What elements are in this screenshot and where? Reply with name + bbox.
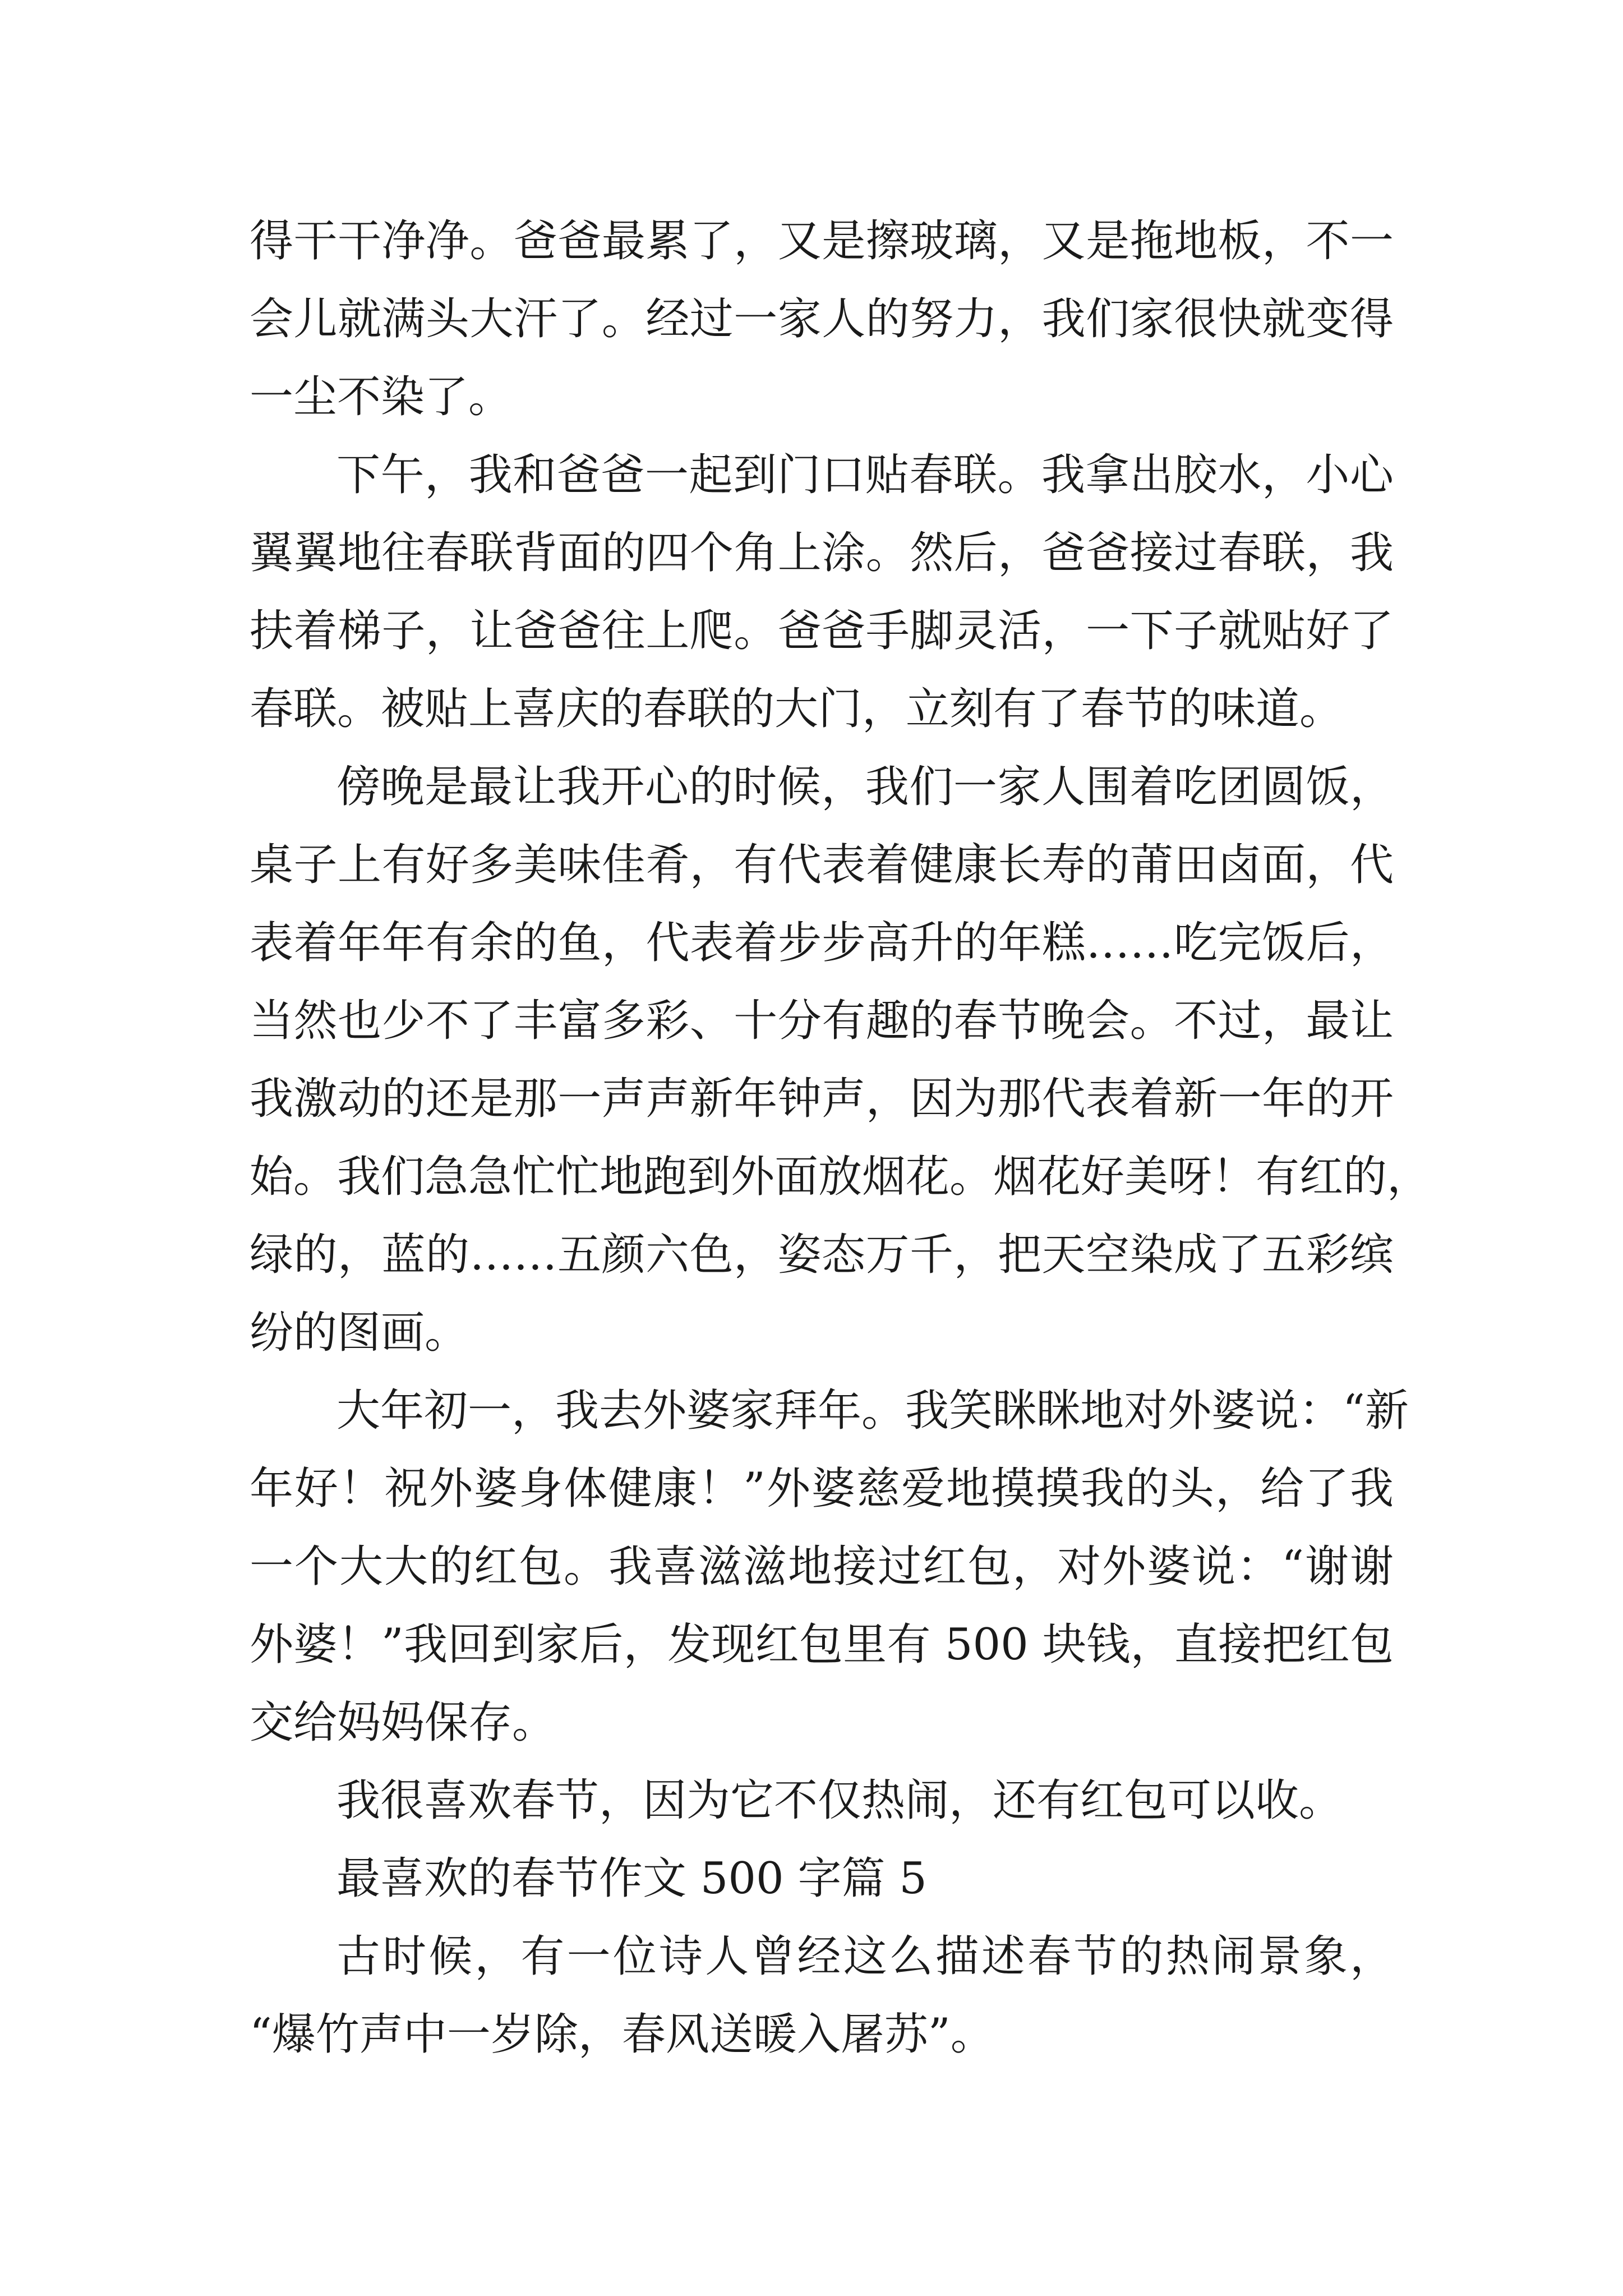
text-line: “爆竹声中一岁除，春风送暖入屠苏”。 bbox=[250, 2009, 994, 2060]
text-line: 我很喜欢春节，因为它不仅热闹，还有红包可以收。 bbox=[336, 1775, 1343, 1826]
text-line: 桌子上有好多美味佳肴，有代表着健康长寿的莆田卤面，代 bbox=[250, 840, 1394, 890]
text-line: 一尘不染了。 bbox=[250, 372, 513, 422]
section-heading: 最喜欢的春节作文 500 字篇 5 bbox=[336, 1853, 927, 1904]
text-line: 下午，我和爸爸一起到门口贴春联。我拿出胶水，小心 bbox=[336, 450, 1394, 500]
text-line: 会儿就满头大汗了。经过一家人的努力，我们家很快就变得 bbox=[250, 294, 1394, 344]
text-line: 表着年年有余的鱼，代表着步步高升的年糕……吃完饭后， bbox=[250, 918, 1394, 968]
text-line: 大年初一，我去外婆家拜年。我笑眯眯地对外婆说：“新 bbox=[336, 1386, 1409, 1436]
text-line: 始。我们急急忙忙地跑到外面放烟花。烟花好美呀！有红的， bbox=[250, 1152, 1431, 1202]
text-line: 春联。被贴上喜庆的春联的大门，立刻有了春节的味道。 bbox=[250, 684, 1344, 734]
text-line: 一个大大的红包。我喜滋滋地接过红包，对外婆说：“谢谢 bbox=[250, 1542, 1394, 1592]
text-line: 绿的，蓝的……五颜六色，姿态万千，把天空染成了五彩缤 bbox=[250, 1230, 1394, 1280]
text-line: 纷的图画。 bbox=[250, 1308, 469, 1358]
text-line: 当然也少不了丰富多彩、十分有趣的春节晚会。不过，最让 bbox=[250, 996, 1394, 1046]
text-line: 扶着梯子，让爸爸往上爬。爸爸手脚灵活，一下子就贴好了 bbox=[250, 606, 1394, 656]
text-line: 傍晚是最让我开心的时候，我们一家人围着吃团圆饭， bbox=[336, 762, 1394, 812]
text-line: 我激动的还是那一声声新年钟声，因为那代表着新一年的开 bbox=[250, 1074, 1394, 1124]
text-line: 古时候，有一位诗人曾经这么描述春节的热闹景象， bbox=[336, 1931, 1394, 1982]
text-line: 外婆！”我回到家后，发现红包里有 500 块钱，直接把红包 bbox=[250, 1619, 1394, 1670]
text-line: 交给妈妈保存。 bbox=[250, 1697, 556, 1748]
text-line: 翼翼地往春联背面的四个角上涂。然后，爸爸接过春联，我 bbox=[250, 528, 1394, 578]
text-line: 得干干净净。爸爸最累了，又是擦玻璃，又是拖地板，不一 bbox=[250, 216, 1394, 266]
text-line: 年好！祝外婆身体健康！”外婆慈爱地摸摸我的头，给了我 bbox=[250, 1464, 1394, 1514]
